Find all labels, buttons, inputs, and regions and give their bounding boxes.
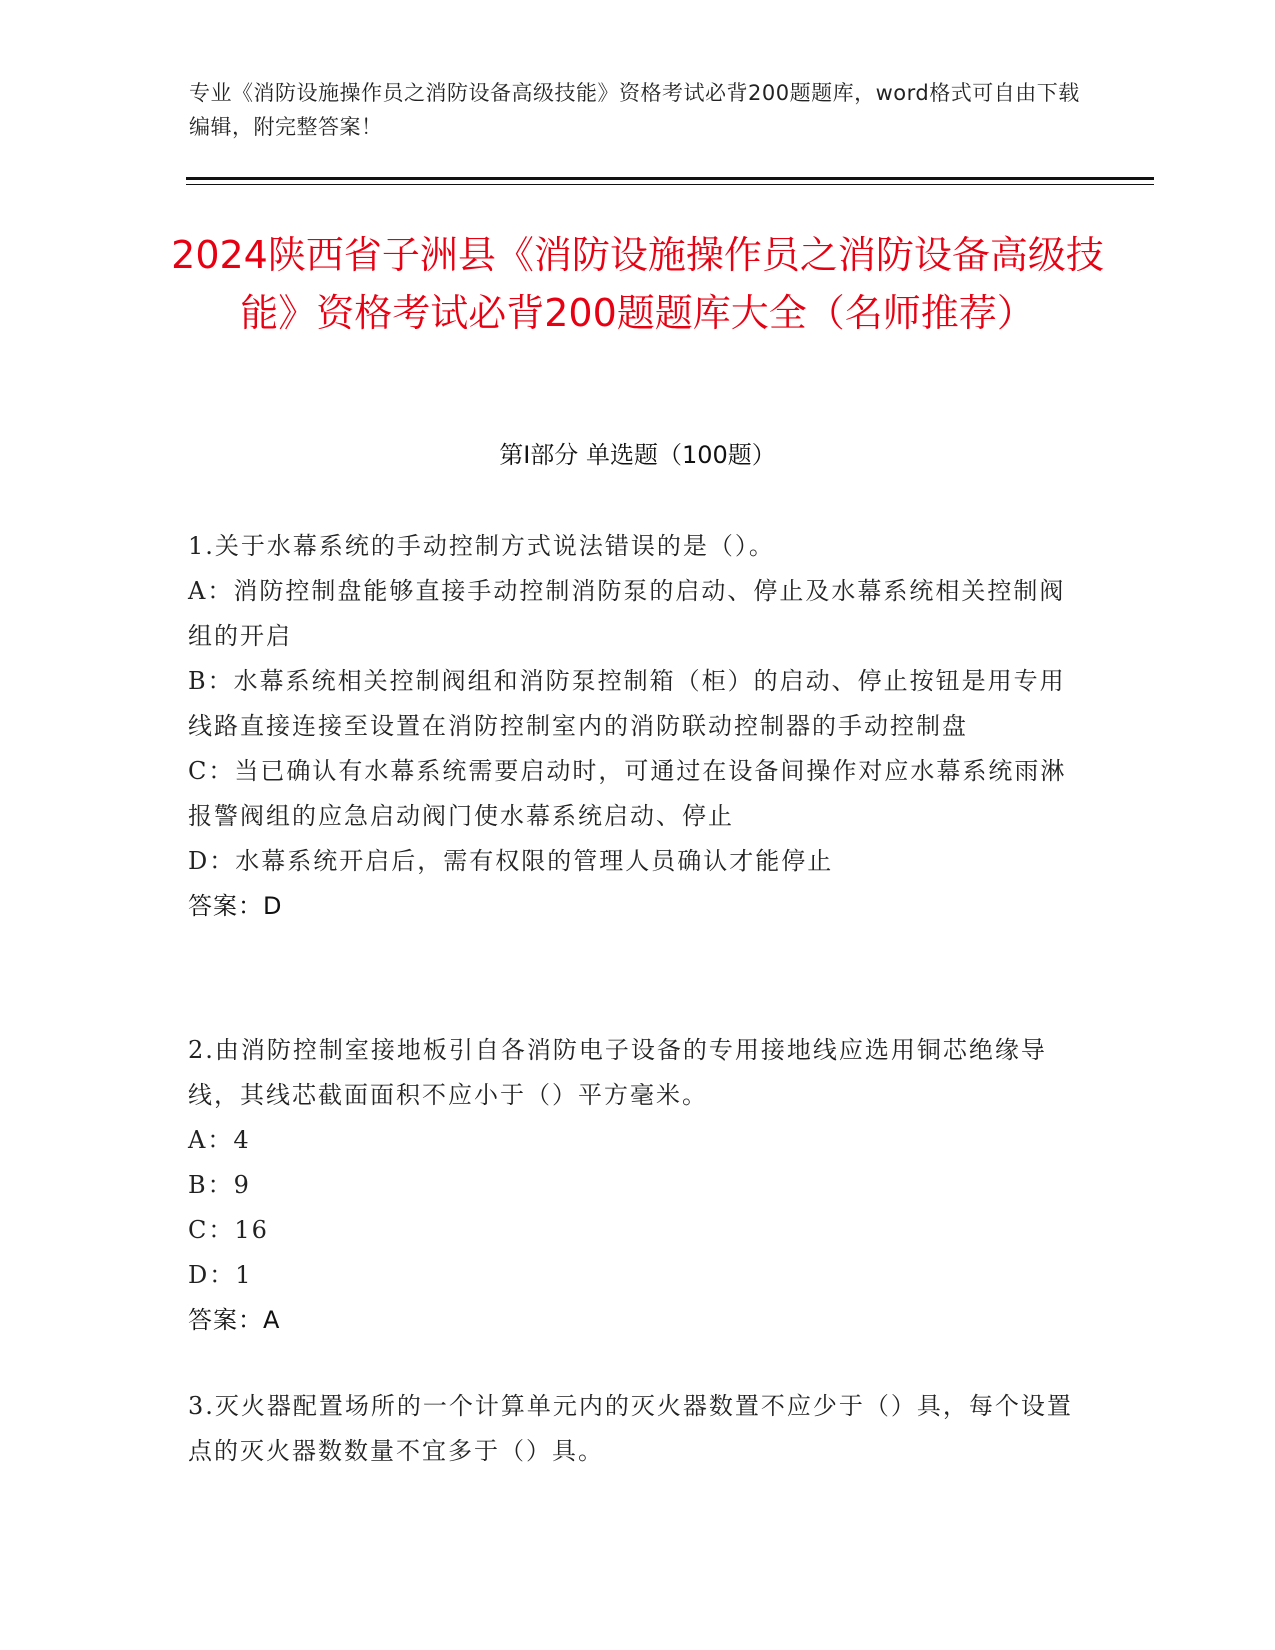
document-title: 2024陕西省子洲县《消防设施操作员之消防设备高级技能》资格考试必背200题题库大全（名师推荐） <box>171 233 1104 335</box>
section-heading: 第I部分 单选题（100题） <box>499 441 776 469</box>
answer: 答案：D <box>188 892 283 920</box>
question-stem: 1.关于水幕系统的手动控制方式说法错误的是（）。 <box>188 532 775 560</box>
option-b: B：水幕系统相关控制阀组和消防泵控制箱（柜）的启动、停止按钮是用专用线路直接连接至设置在消防控制室内的消防联动控制器的手动控制盘 <box>188 667 1066 740</box>
question-2 <box>188 1028 1088 1343</box>
question-3 <box>188 1384 1088 1474</box>
option-c: C：16 <box>188 1216 269 1244</box>
question-stem: 3.灭火器配置场所的一个计算单元内的灭火器数置不应少于（）具，每个设置点的灭火器数数量不宜多于（）具。 <box>188 1392 1073 1465</box>
option-c: C：当已确认有水幕系统需要启动时，可通过在设备间操作对应水幕系统雨淋报警阀组的应急启动阀门使水幕系统启动、停止 <box>188 757 1067 830</box>
header-divider-thin <box>186 184 1154 185</box>
answer: 答案：A <box>188 1306 281 1334</box>
option-a: A：消防控制盘能够直接手动控制消防泵的启动、停止及水幕系统相关控制阀组的开启 <box>188 577 1066 650</box>
question-stem: 2.由消防控制室接地板引自各消防电子设备的专用接地线应选用铜芯绝缘导线，其线芯截面面积不应小于（）平方毫米。 <box>188 1036 1047 1109</box>
header-divider-thick <box>186 177 1154 180</box>
option-d: D：1 <box>188 1261 253 1289</box>
header-note: 专业《消防设施操作员之消防设备高级技能》资格考试必背200题题库，word格式可自由下载编辑，附完整答案！ <box>189 81 1080 139</box>
option-d: D：水幕系统开启后，需有权限的管理人员确认才能停止 <box>188 847 834 875</box>
option-a: A：4 <box>188 1126 251 1154</box>
option-b: B：9 <box>188 1171 251 1199</box>
question-1 <box>188 524 1088 929</box>
